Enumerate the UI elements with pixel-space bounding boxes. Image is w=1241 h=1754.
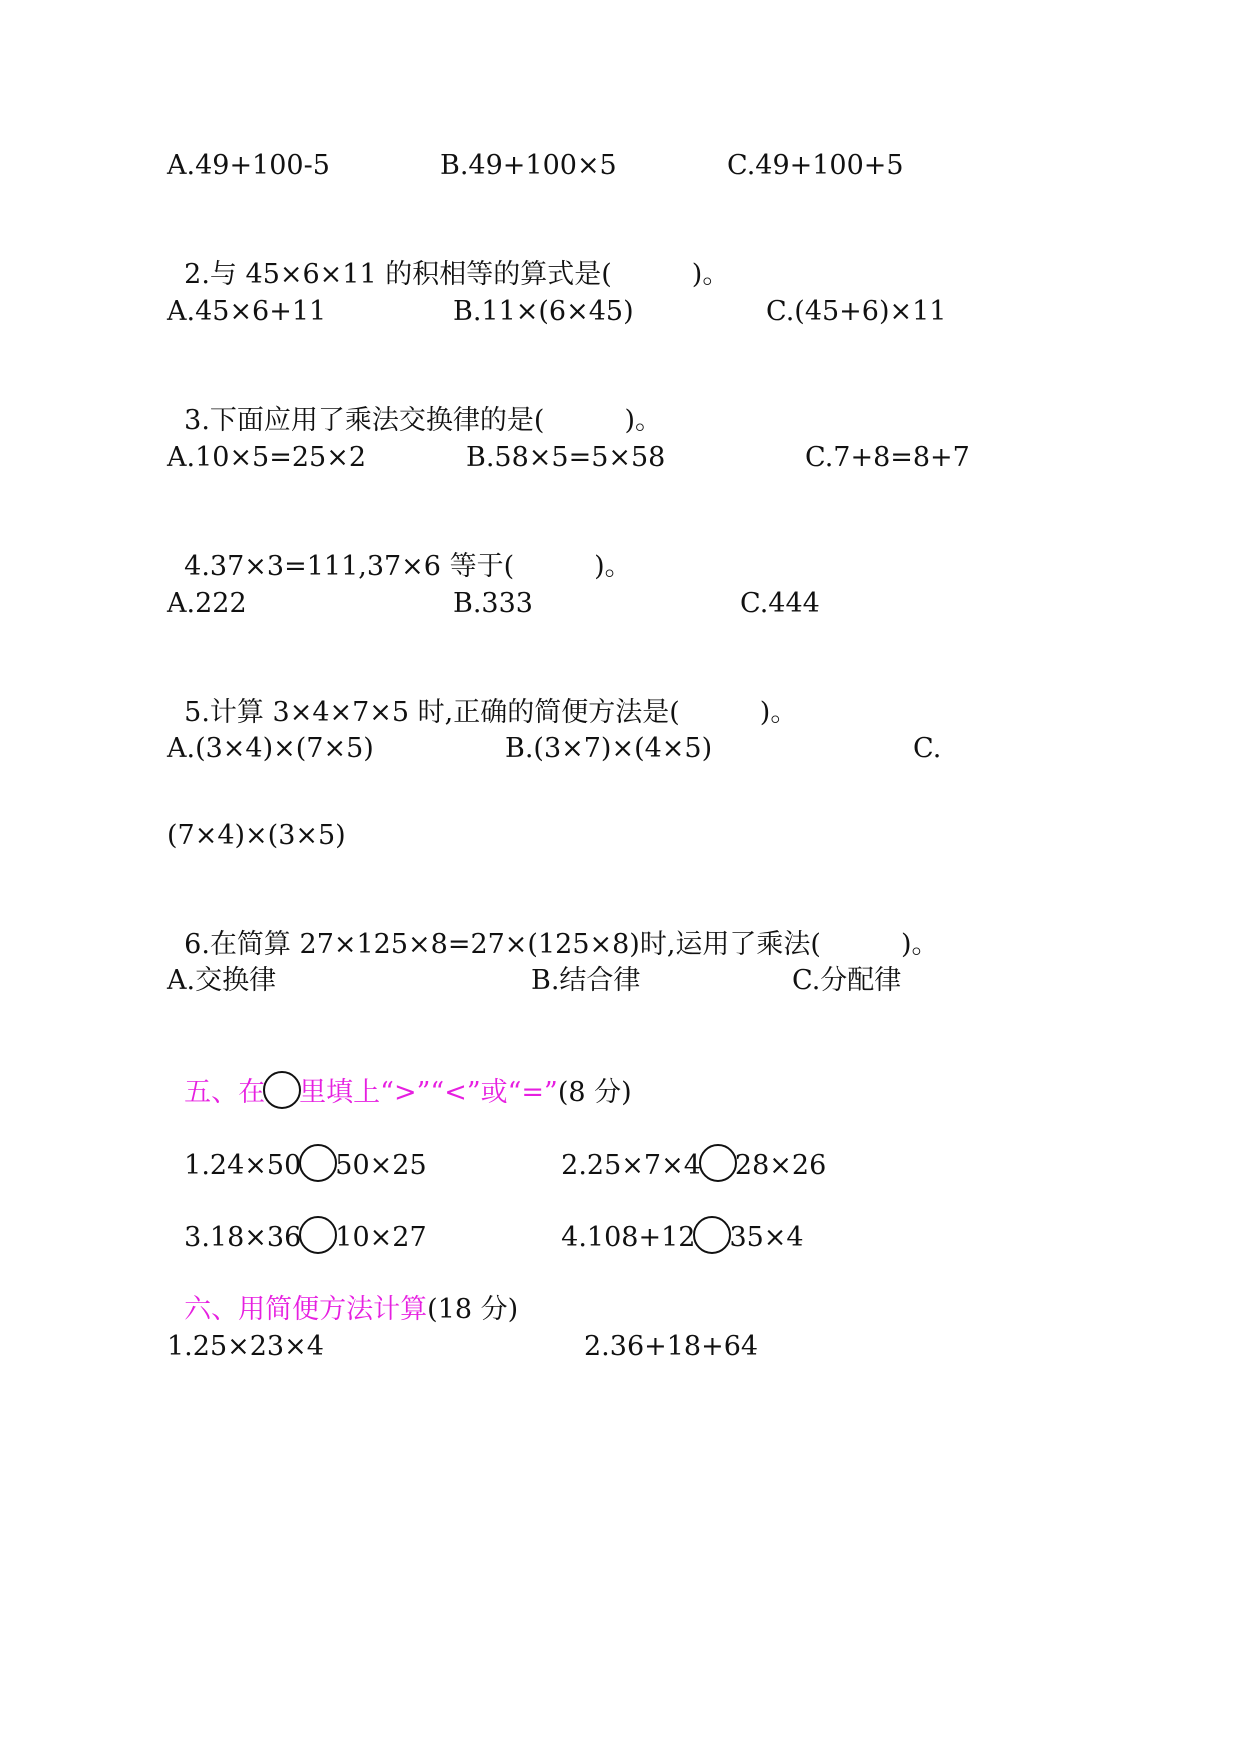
- q4-option-b: B.333: [453, 588, 533, 619]
- section-6-heading: [167, 1256, 518, 1328]
- compare-item-1: [167, 1108, 427, 1184]
- section-6-score: (18 分): [427, 1294, 519, 1325]
- q1-option-a: A.49+100-5: [167, 150, 330, 181]
- calc-item-2: 2.36+18+64: [584, 1331, 759, 1362]
- q6-stem-text: 6.在简算 27×125×8=27×(125×8)时,运用了乘法(: [184, 929, 821, 960]
- q5-stem: [167, 659, 797, 731]
- q6-option-c: C.分配律: [792, 965, 902, 996]
- compare-right: 35×4: [729, 1222, 804, 1253]
- compare-right: 28×26: [734, 1150, 827, 1181]
- compare-circle-4[interactable]: [693, 1216, 731, 1254]
- q2-stem-text: 2.与 45×6×11 的积相等的算式是(: [184, 259, 612, 290]
- q4-stem: [167, 513, 632, 585]
- q3-option-b: B.58×5=5×58: [466, 442, 666, 473]
- section-6-title: 六、用简便方法计算: [184, 1294, 428, 1325]
- q3-stem-text: 3.下面应用了乘法交换律的是(: [184, 405, 545, 436]
- compare-circle-3[interactable]: [299, 1216, 337, 1254]
- q1-option-b: B.49+100×5: [440, 150, 617, 181]
- q5-option-b: B.(3×7)×(4×5): [505, 733, 713, 764]
- compare-circle-2[interactable]: [699, 1144, 737, 1182]
- q6-stem-end: )。: [900, 929, 939, 960]
- section-5-title-start: 五、在: [184, 1077, 266, 1108]
- calc-item-1: 1.25×23×4: [167, 1331, 324, 1362]
- q5-option-a: A.(3×4)×(7×5): [167, 733, 374, 764]
- q2-stem-end: )。: [691, 259, 730, 290]
- q2-option-c: C.(45+6)×11: [766, 296, 947, 327]
- section-5-heading: [167, 1035, 632, 1111]
- q5-stem-text: 5.计算 3×4×7×5 时,正确的简便方法是(: [184, 697, 680, 728]
- q6-option-a: A.交换律: [167, 965, 277, 996]
- q3-option-a: A.10×5=25×2: [167, 442, 367, 473]
- compare-right: 50×25: [335, 1150, 427, 1181]
- q2-option-a: A.45×6+11: [167, 296, 327, 327]
- q6-stem: [167, 891, 939, 963]
- q4-stem-end: )。: [594, 551, 632, 582]
- q3-option-c: C.7+8=8+7: [805, 442, 970, 473]
- q4-option-c: C.444: [740, 588, 820, 619]
- compare-right: 10×27: [335, 1222, 427, 1253]
- compare-item-3: [167, 1180, 427, 1256]
- q2-option-b: B.11×(6×45): [453, 296, 634, 327]
- section-5-score: (8 分): [557, 1077, 632, 1108]
- compare-left: 4.108+12: [561, 1222, 696, 1253]
- compare-item-2: [544, 1108, 826, 1184]
- q5-stem-end: )。: [759, 697, 798, 728]
- q4-option-a: A.222: [167, 588, 247, 619]
- q2-stem: [167, 221, 729, 293]
- compare-circle-1[interactable]: [299, 1144, 337, 1182]
- compare-left: 3.18×36: [184, 1222, 302, 1253]
- q5-option-c-continued: (7×4)×(3×5): [167, 820, 346, 851]
- q5-option-c: C.: [913, 733, 942, 764]
- compare-left: 1.24×50: [184, 1150, 302, 1181]
- q1-option-c: C.49+100+5: [727, 150, 904, 181]
- circle-icon: [263, 1071, 301, 1109]
- compare-left: 2.25×7×4: [561, 1150, 701, 1181]
- q3-stem: [167, 367, 662, 439]
- q3-stem-end: )。: [624, 405, 663, 436]
- section-5-title-end: 里填上“>”“<”或“=”: [299, 1077, 558, 1108]
- q6-option-b: B.结合律: [531, 965, 641, 996]
- q4-stem-text: 4.37×3=111,37×6 等于(: [184, 551, 515, 582]
- compare-item-4: [544, 1180, 804, 1256]
